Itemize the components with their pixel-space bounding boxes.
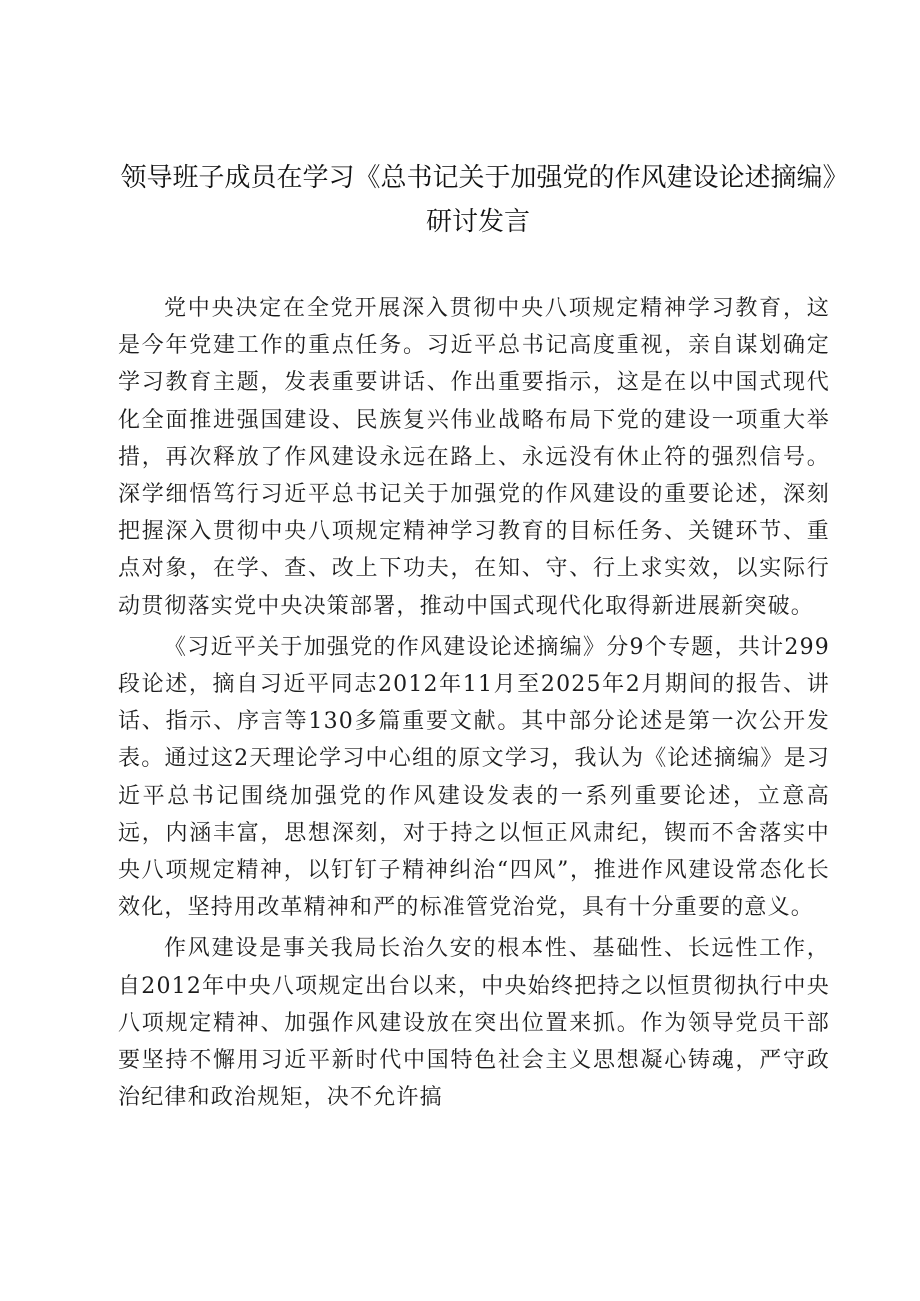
document-body — [118, 290, 830, 1116]
paragraph-1: 党中央决定在全党开展深入贯彻中央八项规定精神学习教育，这是今年党建工作的重点任务。习近平总书记高度重视，亲自谋划确定学习教育主题，发表重要讲话、作出重要指示，这是在以中国式现代化全面推进强国建设、民族复兴伟业战略布局下党的建设一项重大举措，再次释放了作风建设永远在路上、永远没有休止符的强烈信号。深学细悟笃行习近平总书记关于加强党的作风建设的重要论述，深刻把握深入贯彻中央八项规定精神学习教育的目标任务、关键环节、重点对象，在学、查、改上下功夫，在知、守、行上求实效，以实际行动贯彻落实党中央决策部署，推动中国式现代化取得新进展新突破。 — [118, 296, 830, 619]
paragraph-3: 作风建设是事关我局长治久安的根本性、基础性、长远性工作，自2012年中央八项规定出台以来，中央始终把持之以恒贯彻执行中央八项规定精神、加强作风建设放在突出位置来抓。作为领导党员干部要坚持不懈用习近平新时代中国特色社会主义思想凝心铸魂，严守政治纪律和政治规矩，决不允许搞 — [118, 936, 830, 1111]
paragraph-2: 《习近平关于加强党的作风建设论述摘编》分9个专题，共计299段论述，摘自习近平同志2012年11月至2025年2月期间的报告、讲话、指示、序言等130多篇重要文献。其中部分论述是第一次公开发表。通过这2天理论学习中心组的原文学习，我认为《论述摘编》是习近平总书记围绕加强党的作风建设发表的一系列重要论述，立意高远，内涵丰富，思想深刻，对于持之以恒正风肃纪，锲而不舍落实中央八项规定精神，以钉钉子精神纠治“四风”，推进作风建设常态化长效化，坚持用改革精神和严的标准管党治党，具有十分重要的意义。 — [118, 634, 830, 921]
document-title: 领导班子成员在学习《总书记关于加强党的作风建设论述摘编》研讨发言 — [120, 163, 836, 237]
